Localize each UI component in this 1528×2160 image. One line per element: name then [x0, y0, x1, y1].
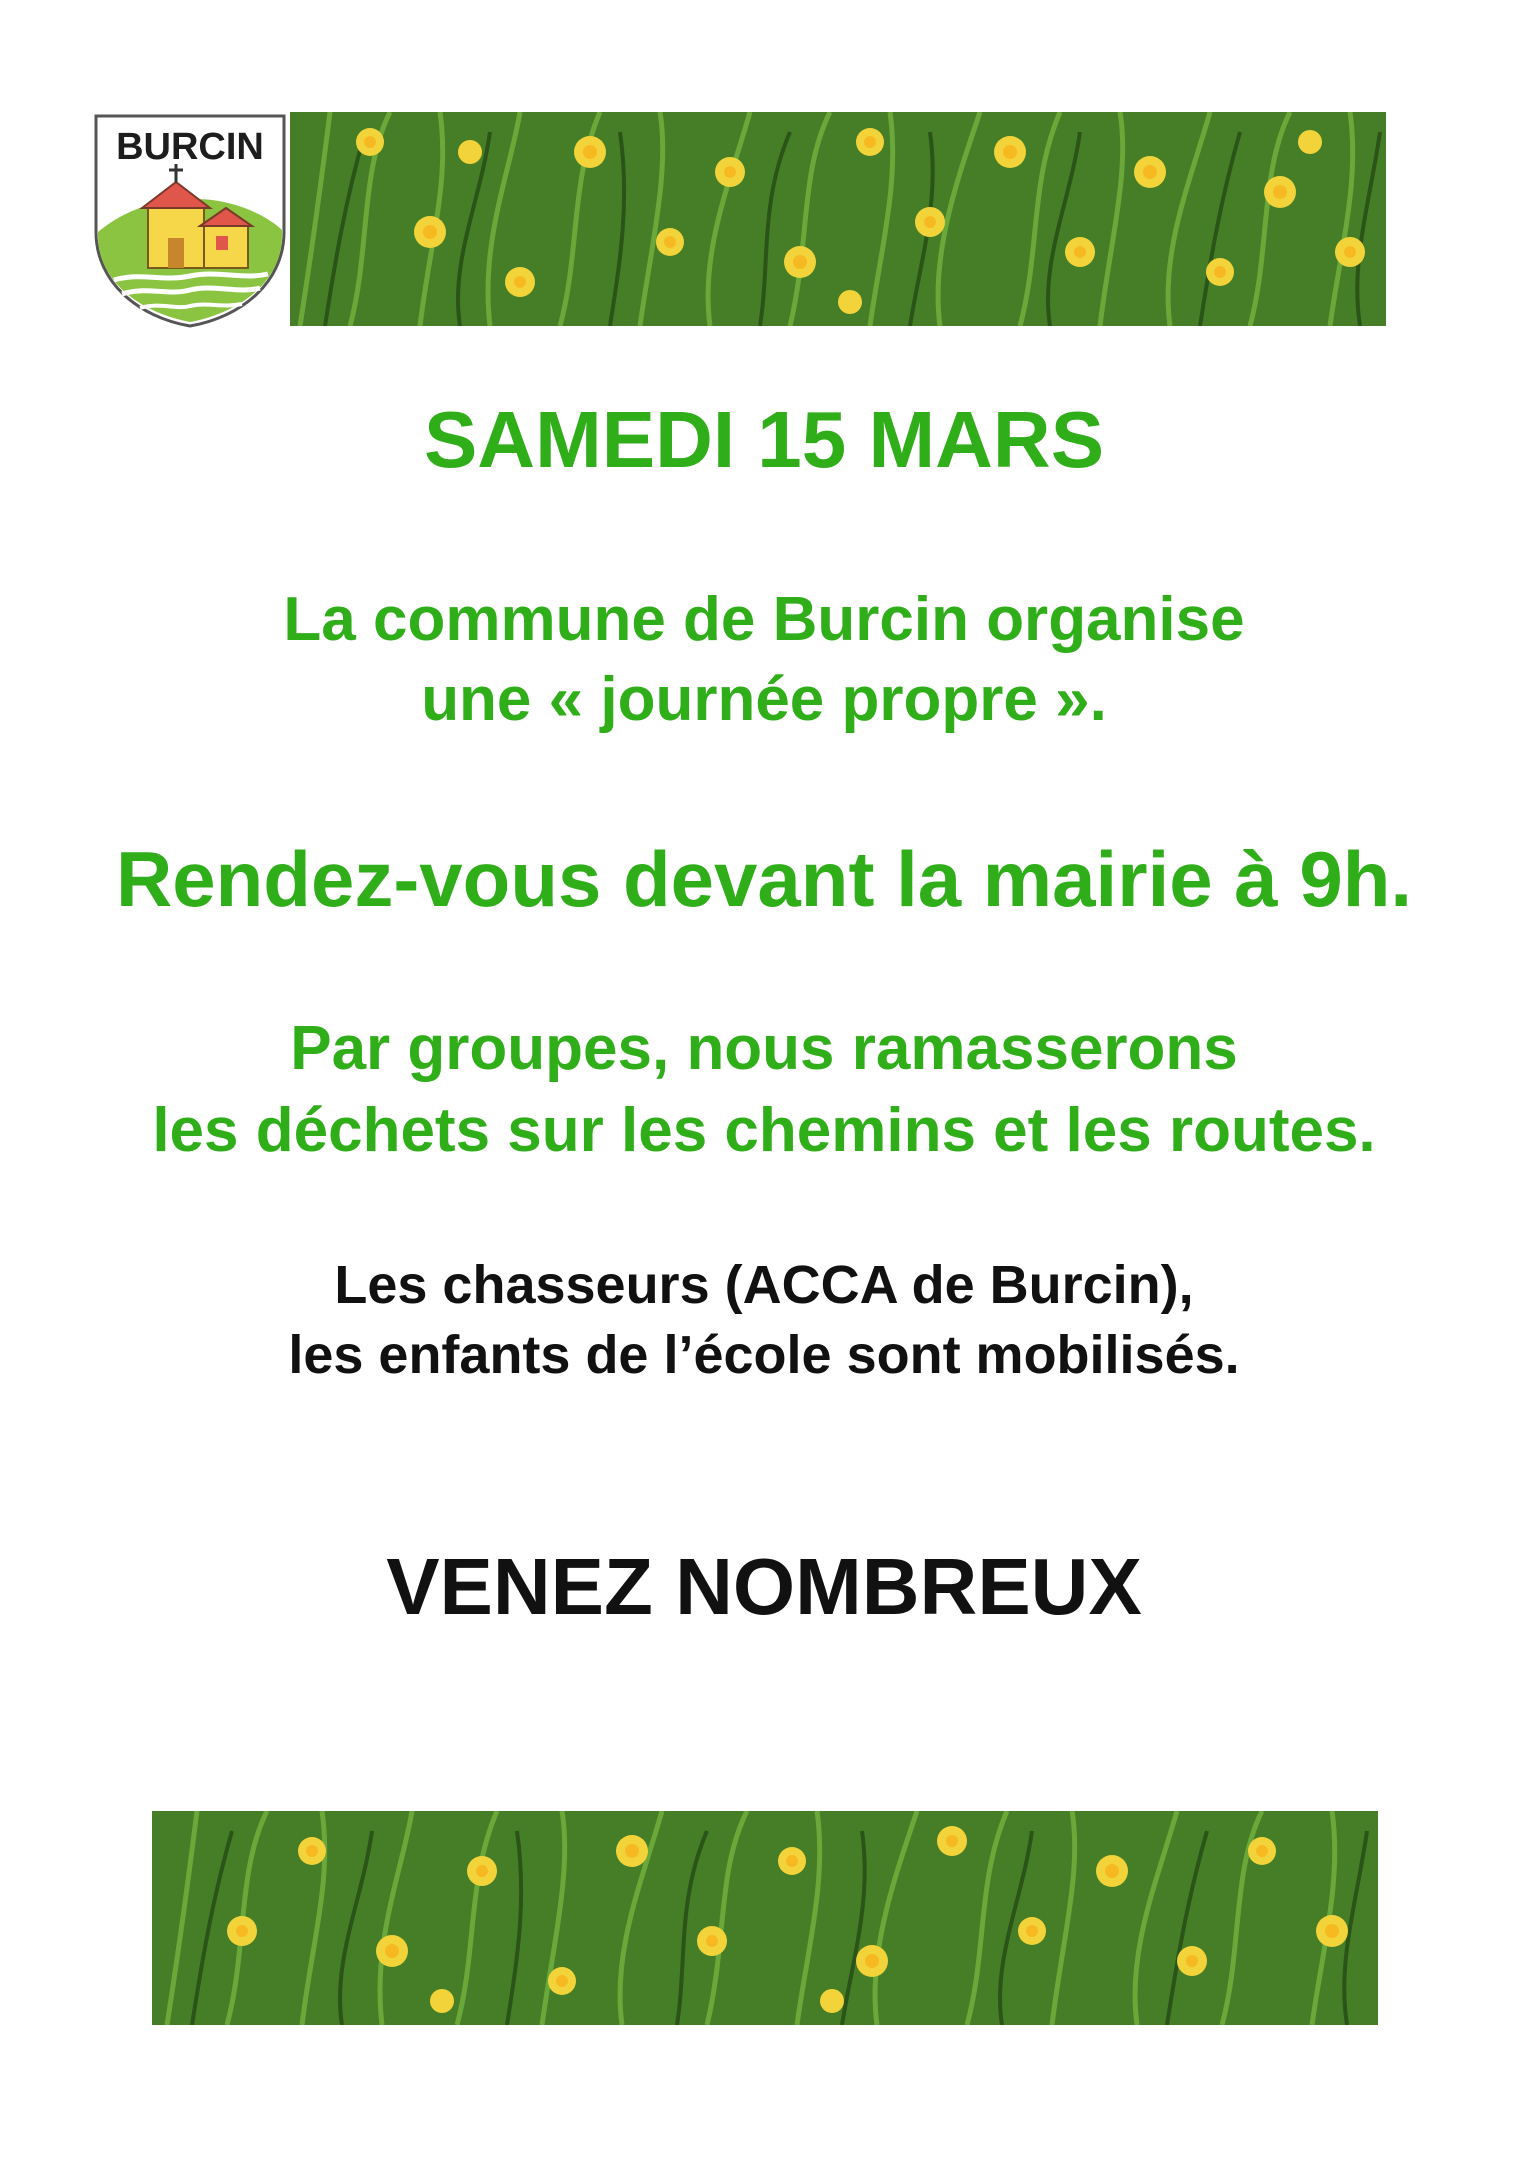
- mobilised-line-1: Les chasseurs (ACCA de Burcin),: [334, 1255, 1194, 1315]
- mobilised-line-2: les enfants de l’école sont mobilisés.: [288, 1325, 1240, 1385]
- call-to-action: VENEZ NOMBREUX: [386, 1542, 1142, 1631]
- crest-name: BURCIN: [116, 126, 264, 168]
- meeting-point: Rendez-vous devant la mairie à 9h.: [115, 835, 1413, 923]
- groups-line-2: les déchets sur les chemins et les routes.: [152, 1096, 1376, 1165]
- event-date-title: SAMEDI 15 MARS: [423, 395, 1105, 484]
- organise-line-2: une « journée propre ».: [421, 665, 1107, 734]
- daffodil-banner-bottom: [152, 1811, 1378, 2025]
- groups-line-1: Par groupes, nous ramasserons: [290, 1014, 1238, 1083]
- daffodil-banner-top: [290, 112, 1386, 326]
- organise-line-1: La commune de Burcin organise: [283, 585, 1245, 654]
- village-crest: [92, 112, 288, 328]
